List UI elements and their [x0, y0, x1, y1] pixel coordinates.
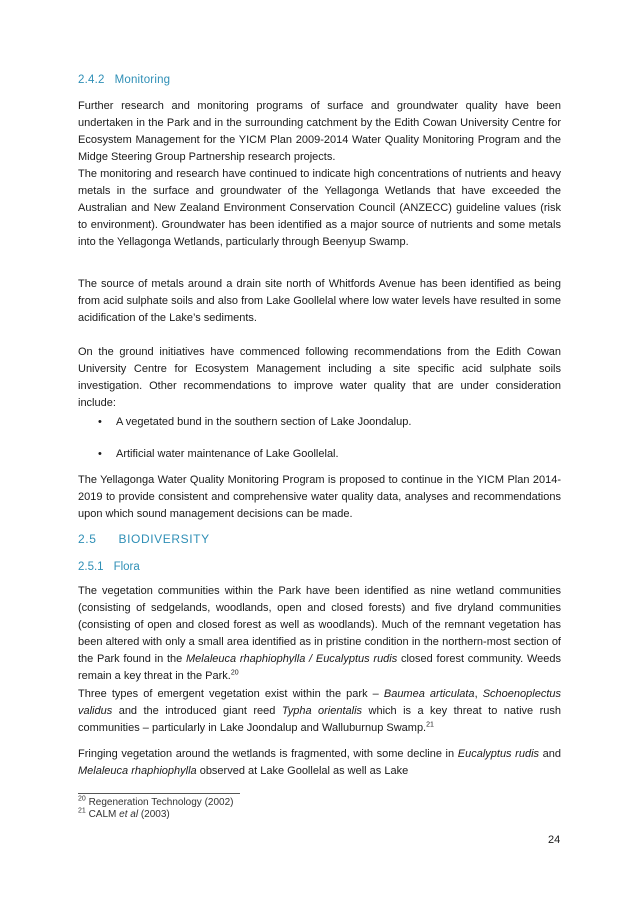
heading-2-5 — [78, 532, 210, 546]
footnote-divider — [78, 793, 240, 794]
footnote-ref: 20 — [230, 669, 239, 677]
list-item: • Artificial water maintenance of Lake Goollelal. — [78, 446, 561, 463]
paragraph-metal-sources: The source of metals around a drain site north of Whitfords Avenue has been identified as being from acid sulphate soils and also from Lake Goollelal where low water levels have resulted in some acidification of the Lake’s sediments. — [78, 278, 561, 324]
heading-number: 2.5.1 — [78, 561, 104, 573]
paragraph-emergent-vegetation: Three types of emergent vegetation exist within the park – Baumea articulata, Schoenoplectus validus and the introduced giant reed Typha orientalis which is a key threat to native rush communities – particularly in Lake Joondalup and Walluburnup Swamp.$^{21}$ — [78, 688, 561, 734]
footnote-21: $^{21}$ CALM et al (2003) — [78, 807, 170, 820]
species-name: Eucalyptus rudis — [457, 748, 540, 760]
heading-title: Monitoring — [114, 74, 171, 86]
paragraph-monitoring-results: The monitoring and research have continued to indicate high concentrations of nutrients and heavy metals in the surface and groundwater of the Yellagonga Wetlands that have exceeded the Australian and New Zealand Environment Conservation Council (ANZECC) guideline values (risk to environment). Groundwater has been identified as a major source of nutrients and some metals into the Yellagonga Wetlands, particularly through Beenyup Swamp. — [78, 168, 561, 248]
paragraph-program-continuation: The Yellagonga Water Quality Monitoring Program is proposed to continue in the YICM Plan 2014-2019 to provide consistent and comprehensive water quality data, analyses and recommendations upon which sound management decisions can be made. — [78, 474, 561, 520]
heading-title: BIODIVERSITY — [118, 532, 210, 546]
footnote-20: $^{20}$ Regeneration Technology (2002) — [78, 795, 234, 808]
footnote-ref: 21 — [426, 721, 434, 729]
paragraph-monitoring-intro: Further research and monitoring programs of surface and groundwater quality have been undertaken in the Park and in the surrounding catchment by the Edith Cowan University Centre for Ecosystem Management for the YICM Plan 2009-2014 Water Quality Monitoring Program and the Midge Steering Group Partnership research projects. — [78, 100, 561, 163]
page-number: 24 — [548, 834, 561, 846]
heading-number: 2.5 — [78, 532, 97, 546]
species-name: Typha orientalis — [281, 705, 363, 717]
heading-number: 2.4.2 — [78, 74, 105, 86]
heading-2-5-1 — [78, 561, 140, 573]
heading-title: Flora — [113, 561, 140, 573]
paragraph-fringing-vegetation: Fringing vegetation around the wetlands is fragmented, with some decline in Eucalyptus rudis and Melaleuca rhaphiophylla observed at Lake Goollelal as well as Lake — [78, 748, 561, 777]
species-name: Baumea articulata — [383, 688, 475, 700]
species-name: Schoenoplectus validus — [78, 688, 561, 717]
recommendation-list-2 — [78, 446, 561, 463]
paragraph-vegetation-communities: The vegetation communities within the Park have been identified as nine wetland communities (consisting of sedgelands, woodlands, open and closed forests) and five dryland communities (consisting of open and closed forest as well as woodlands). Much of the remnant vegetation has been altered with only a small area identified as in pristine condition in the northern-most section of the Park found in the Melaleuca rhaphiophylla / Eucalyptus rudis closed forest community. Weeds remain a key threat in the Park.$^{20}$ — [78, 585, 561, 682]
heading-2-4-2 — [78, 74, 170, 86]
list-item: • A vegetated bund in the southern section of Lake Joondalup. — [78, 414, 561, 431]
paragraph-initiatives: On the ground initiatives have commenced following recommendations from the Edith Cowan University Centre for Ecosystem Management including a site specific acid sulphate soils investigation. Other recommendations to improve water quality that are under consideration include: — [78, 346, 561, 409]
recommendation-list — [78, 414, 561, 431]
species-name: Melaleuca rhaphiophylla / Eucalyptus rudis — [186, 653, 398, 665]
species-name: Melaleuca rhaphiophylla — [78, 765, 197, 777]
